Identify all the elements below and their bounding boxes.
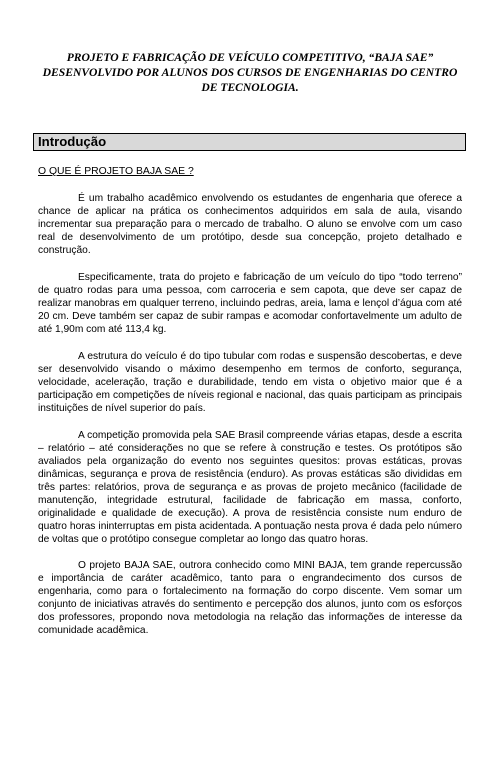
- section-question: O QUE É PROJETO BAJA SAE ?: [38, 166, 194, 177]
- paragraph-5: O projeto BAJA SAE, outrora conhecido como MINI BAJA, tem grande repercussão e importância de caráter acadêmico, tanto para o engrandecimento dos cursos de engenharia, como para o fortalecimento na formação do corpo discente. Vem somar um conjunto de iniciativas através do sentimento e percepção dos alunos, junto com os esforços dos professores, propondo nova metodologia na relação das informações de interesse da comunidade acadêmica.: [38, 560, 462, 636]
- paragraph-1: É um trabalho acadêmico envolvendo os estudantes de engenharia que oferece a chance de aplicar na prática os conhecimentos adquiridos em sala de aula, visando incrementar sua preparação para o mercado de trabalho. O aluno se envolve com um caso real de desenvolvimento de um protótipo, desde sua concepção, projeto detalhado e construção.: [38, 193, 462, 256]
- paragraph-4: A competição promovida pela SAE Brasil compreende várias etapas, desde a escrita – relatório – até considerações no que se refere à construção e testes. Os protótipos são avaliados pela organização do evento nos seguintes quesitos: provas estáticas, provas dinâmicas, segurança e prova de resistência (enduro). As provas estáticas são divididas em três partes: relatórios, prova de segurança e as provas de projeto mecânico (facilidade de manutenção, integridade estrutural, facilidade de fabricação em massa, conforto, originalidade e qualidade de execução). A prova de resistência consiste num enduro de quatro horas ininterruptas em pista acidentada. A pontuação nesta prova é dada pelo número de voltas que o protótipo consegue completar ao longo das quatro horas.: [38, 430, 462, 545]
- body-text: [38, 192, 462, 651]
- section-heading-introducao: Introdução: [33, 133, 466, 151]
- paragraph-2: Especificamente, trata do projeto e fabricação de um veículo do tipo “todo terreno” de quatro rodas para uma pessoa, com carroceria e sem capota, que deve ser capaz de realizar manobras em qualquer terreno, incluindo pedras, areia, lama e lençol d’água com até 20 cm. Deve também ser capaz de subir rampas e acomodar confortavelmente um adulto de até 1,90m com até 113,4 kg.: [38, 272, 462, 335]
- document-title: PROJETO E FABRICAÇÃO DE VEÍCULO COMPETITIVO, “BAJA SAE” DESENVOLVIDO POR ALUNOS DOS CURSOS DE ENGENHARIAS DO CENTRO DE TECNOLOGIA.: [42, 51, 458, 94]
- paragraph-3: A estrutura do veículo é do tipo tubular com rodas e suspensão descobertas, e deve ser desenvolvido visando o máximo desempenho em termos de conforto, segurança, velocidade, aceleração, tração e durabilidade, tendo em vista o objetivo maior que é a participação em competições de níveis regional e nacional, das quais participam as principais instituições de nível superior do país.: [38, 351, 462, 414]
